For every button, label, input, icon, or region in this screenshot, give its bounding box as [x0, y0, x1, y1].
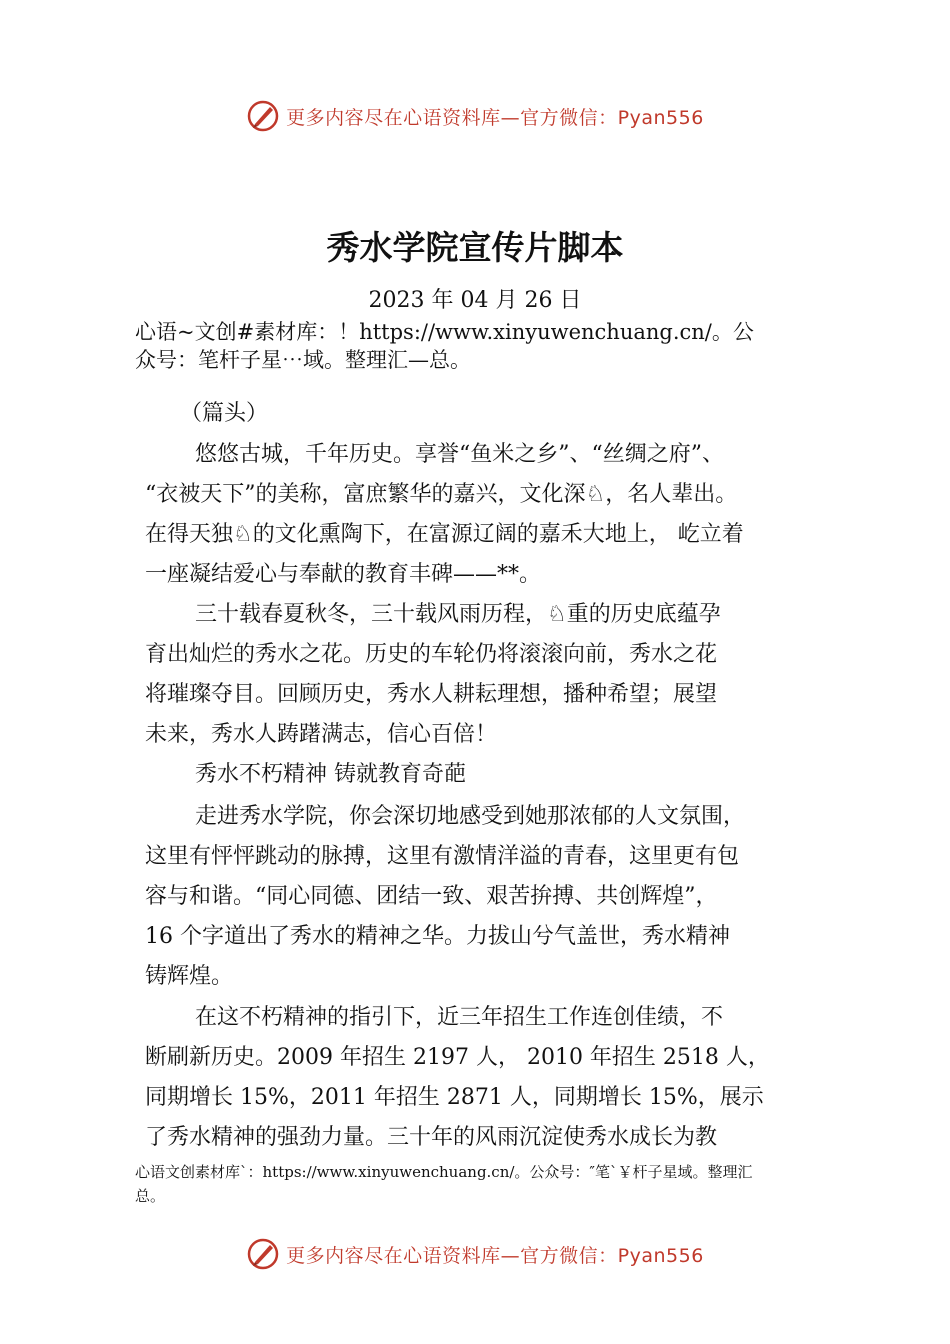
paragraph-line: 在得天独♘的文化熏陶下，在富源辽阔的嘉禾大地上， 屹立着	[145, 522, 744, 547]
document-date: 2023 年 04 月 26 日	[368, 288, 582, 313]
banner-text: 更多内容尽在心语资料库—官方微信：Pyan556	[286, 106, 704, 129]
source-line: 众号：笔杆子星⋯域。整理汇—总。	[135, 348, 471, 372]
paragraph-line: 走进秀水学院，你会深切地感受到她那浓郁的人文氛围，	[195, 804, 746, 829]
paragraph-line: 在这不朽精神的指引下，近三年招生工作连创佳绩，不	[195, 1005, 724, 1030]
pen-stamp-logo-icon	[246, 1237, 280, 1271]
subheading-line: 秀水不朽精神 铸就教育奇葩	[195, 762, 466, 787]
footer-banner	[0, 1234, 950, 1274]
footer-line: 心语文创素材库`：https://www.xinyuwenchuang.cn/。公众号：″笔`￥杆子星域。整理汇	[135, 1163, 753, 1181]
paragraph-line: 了秀水精神的强劲力量。三十年的风雨沉淀使秀水成长为教	[145, 1125, 718, 1150]
footer-note	[135, 1160, 835, 1208]
paragraph-line: “衣被天下”的美称，富庶繁华的嘉兴，文化深♘，名人辈出。	[145, 482, 738, 507]
footer-line: 总。	[135, 1187, 166, 1205]
paragraph-line: 育出灿烂的秀水之花。历史的车轮仍将滚滚向前，秀水之花	[145, 642, 718, 667]
paragraph-line: 容与和谐。“同心同德、团结一致、艰苦拚搏、共创辉煌”，	[145, 884, 718, 909]
section-heading: （篇头）	[180, 401, 269, 426]
paragraph-line: 未来，秀水人踌躇满志，信心百倍！	[145, 722, 498, 747]
pen-stamp-logo-icon	[246, 99, 280, 133]
paragraph-line: 将璀璨夺目。回顾历史，秀水人耕耘理想，播种希望；展望	[145, 682, 718, 707]
source-line: 心语~文创#素材库：！https://www.xinyuwenchuang.cn/。公	[135, 320, 754, 344]
header-banner	[0, 96, 950, 136]
banner-text: 更多内容尽在心语资料库—官方微信：Pyan556	[286, 1244, 704, 1267]
paragraph-line: 一座凝结爱心与奉献的教育丰碑——**。	[145, 562, 542, 587]
paragraph-line: 铸辉煌。	[145, 964, 234, 989]
paragraph-line: 16 个字道出了秀水的精神之华。力拔山兮气盖世，秀水精神	[145, 924, 730, 949]
document-title: 秀水学院宣传片脚本	[326, 228, 624, 267]
paragraph-line: 同期增长 15%，2011 年招生 2871 人，同期增长 15%，展示	[145, 1085, 764, 1110]
paragraph-line: 三十载春夏秋冬，三十载风雨历程，♘重的历史底蕴孕	[195, 602, 721, 627]
paragraph-line: 悠悠古城，千年历史。享誉“鱼米之乡”、“丝绸之府”、	[195, 442, 724, 467]
paragraph-line: 这里有怦怦跳动的脉搏，这里有激情洋溢的青春，这里更有包	[145, 844, 740, 869]
source-notice	[135, 318, 835, 374]
paragraph-line: 断刷新历史。2009 年招生 2197 人， 2010 年招生 2518 人，	[145, 1045, 770, 1070]
